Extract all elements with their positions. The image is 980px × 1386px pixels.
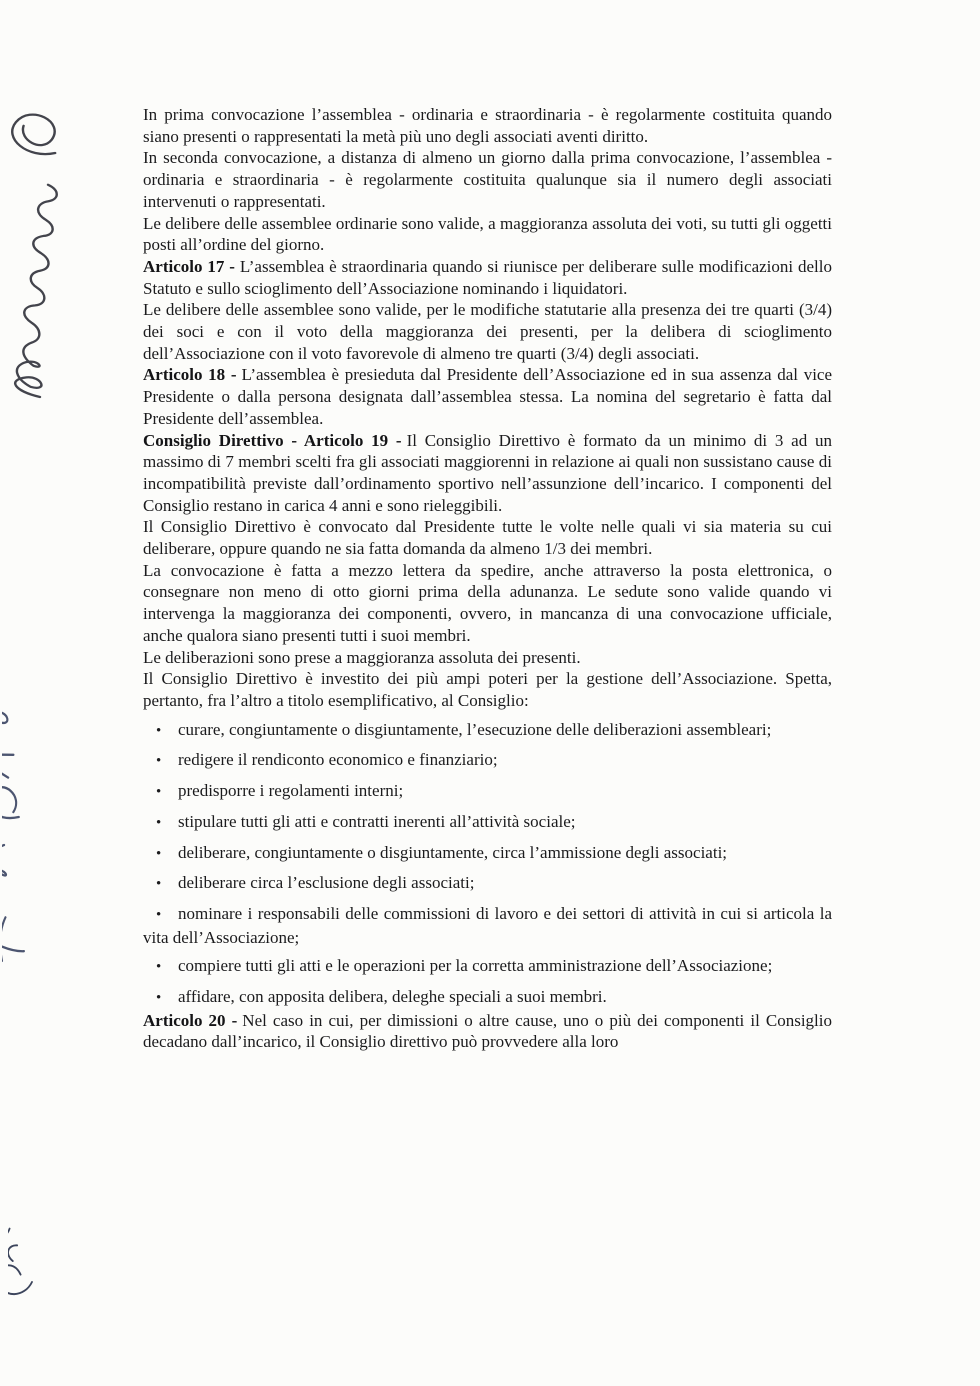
paragraph-text: deliberare, congiuntamente o disgiuntamente, circa l’ammissione degli associati; xyxy=(178,842,728,862)
bullet-icon: • xyxy=(156,722,162,739)
bullet-item xyxy=(143,719,832,743)
paragraph-text: deliberare circa l’esclusione degli associati; xyxy=(178,873,475,893)
paragraph-text: In prima convocazione l’assemblea - ordinaria e straordinaria - è regolarmente costituita quando siano presenti o rappresentati la metà più uno degli associati aventi diritto. xyxy=(143,105,832,146)
bullet-item xyxy=(143,955,832,979)
article-heading: Consiglio Direttivo - Articolo 19 - xyxy=(143,430,402,450)
paragraph-text: Il Consiglio Direttivo è investito dei più ampi poteri per la gestione dell’Associazione. Spetta, pertanto, fra l’altro a titolo esemplificativo, al Consiglio: xyxy=(143,669,832,710)
paragraph-text: Nel caso in cui, per dimissioni o altre cause, uno o più dei componenti il Consiglio decadano dall’incarico, il Consiglio direttivo può provvedere alla loro xyxy=(143,1010,832,1052)
paragraph-text: nominare i responsabili delle commissioni di lavoro e dei settori di attività in cui si articola la vita dell’Associazione; xyxy=(143,903,832,947)
margin-signature-bottom-icon xyxy=(8,1012,103,1312)
paragraph xyxy=(143,213,832,256)
document-text-column xyxy=(143,104,832,1053)
paragraph xyxy=(143,1010,832,1053)
paragraph xyxy=(143,147,832,212)
article-heading: Articolo 17 - xyxy=(143,256,235,276)
paragraph-text: Il Consiglio Direttivo è formato da un minimo di 3 ad un massimo di 7 membri scelti fra gli associati maggiorenni in relazione ai quali non sussistano cause di incompatibilità previste dall’ordinamento sportivo nell’assunzione dell’incarico. I componenti del Consiglio restano in carica 4 anni e sono rieleggibili. xyxy=(143,430,832,515)
paragraph xyxy=(143,430,832,517)
paragraph-text: Le deliberazioni sono prese a maggioranza assoluta dei presenti. xyxy=(143,647,581,667)
paragraph xyxy=(143,104,832,147)
bullet-item xyxy=(143,811,832,835)
paragraph-text: L’assemblea è straordinaria quando si riunisce per deliberare sulle modificazioni dello Statuto e sullo scioglimento dell’Associazione nominando i liquidatori. xyxy=(143,256,832,298)
bullet-item xyxy=(143,903,832,948)
paragraph xyxy=(143,299,832,364)
paragraph-text: compiere tutti gli atti e le operazioni per la corretta amministrazione dell’Associazione; xyxy=(178,956,773,976)
article-heading: Articolo 18 - xyxy=(143,365,237,385)
paragraph xyxy=(143,668,832,711)
bullet-icon: • xyxy=(156,814,162,831)
paragraph xyxy=(143,364,832,429)
bullet-item xyxy=(143,842,832,866)
bullet-icon: • xyxy=(156,990,162,1007)
bullet-item xyxy=(143,872,832,896)
paragraph-text: curare, congiuntamente o disgiuntamente, l’esecuzione delle deliberazioni assembleari; xyxy=(178,719,772,739)
paragraph-text: In seconda convocazione, a distanza di almeno un giorno dalla prima convocazione, l’assemblea - ordinaria e straordinaria - è regolarmente costituita qualunque sia il numero degli associati intervenuti o rappresentati. xyxy=(143,148,832,211)
paragraph-text: stipulare tutti gli atti e contratti inerenti all’attività sociale; xyxy=(178,811,576,831)
paragraph-text: La convocazione è fatta a mezzo lettera da spedire, anche attraverso la posta elettronica, o consegnare non meno di otto giorni prima della adunanza. Le sedute sono valide quando vi intervenga la maggioranza dei componenti, ovvero, in mancanza di una convocazione ufficiale, anche qualora siano presenti tutti i suoi membri. xyxy=(143,560,832,645)
paragraph-text: predisporre i regolamenti interni; xyxy=(178,781,404,801)
paragraph-text: redigere il rendiconto economico e finanziario; xyxy=(178,750,498,770)
bullet-icon: • xyxy=(156,753,162,770)
bullet-icon: • xyxy=(156,784,162,801)
paragraph-text: L’assemblea è presieduta dal Presidente dell’Associazione ed in sua assenza dal vice Presidente o dalla persona designata dall’assemblea stessa. La nomina del segretario è fatta dal Presidente dell’assemblea. xyxy=(143,365,833,428)
paragraph-text: Le delibere delle assemblee ordinarie sono valide, a maggioranza assoluta dei voti, su tutti gli oggetti posti all’ordine del giorno. xyxy=(143,213,832,255)
bullet-item xyxy=(143,986,832,1010)
bullet-item xyxy=(143,749,832,773)
paragraph xyxy=(143,647,832,669)
paragraph-text: Le delibere delle assemblee sono valide, per le modifiche statutarie alla presenza dei tre quarti (3/4) dei soci e con il voto della maggioranza dei presenti, per la delibera di scioglimento dell’Associazione con il voto favorevole di almeno tre quarti (3/4) degli associati. xyxy=(143,300,832,363)
paragraph xyxy=(143,560,832,647)
bullet-item xyxy=(143,780,832,804)
bullet-icon: • xyxy=(156,906,162,923)
paragraph xyxy=(143,256,832,299)
margin-signature-middle-icon xyxy=(2,630,114,975)
article-heading: Articolo 20 - xyxy=(143,1010,238,1030)
margin-signature-top-icon xyxy=(8,5,128,415)
paragraph xyxy=(143,516,832,559)
bullet-icon: • xyxy=(156,845,162,862)
paragraph-text: Il Consiglio Direttivo è convocato dal Presidente tutte le volte nelle quali vi sia materia su cui deliberare, oppure quando ne sia fatta domanda da almeno 1/3 dei membri. xyxy=(143,517,832,559)
bullet-icon: • xyxy=(156,876,162,893)
bullet-icon: • xyxy=(156,959,162,976)
paragraph-text: affidare, con apposita delibera, deleghe speciali a suoi membri. xyxy=(178,987,607,1007)
